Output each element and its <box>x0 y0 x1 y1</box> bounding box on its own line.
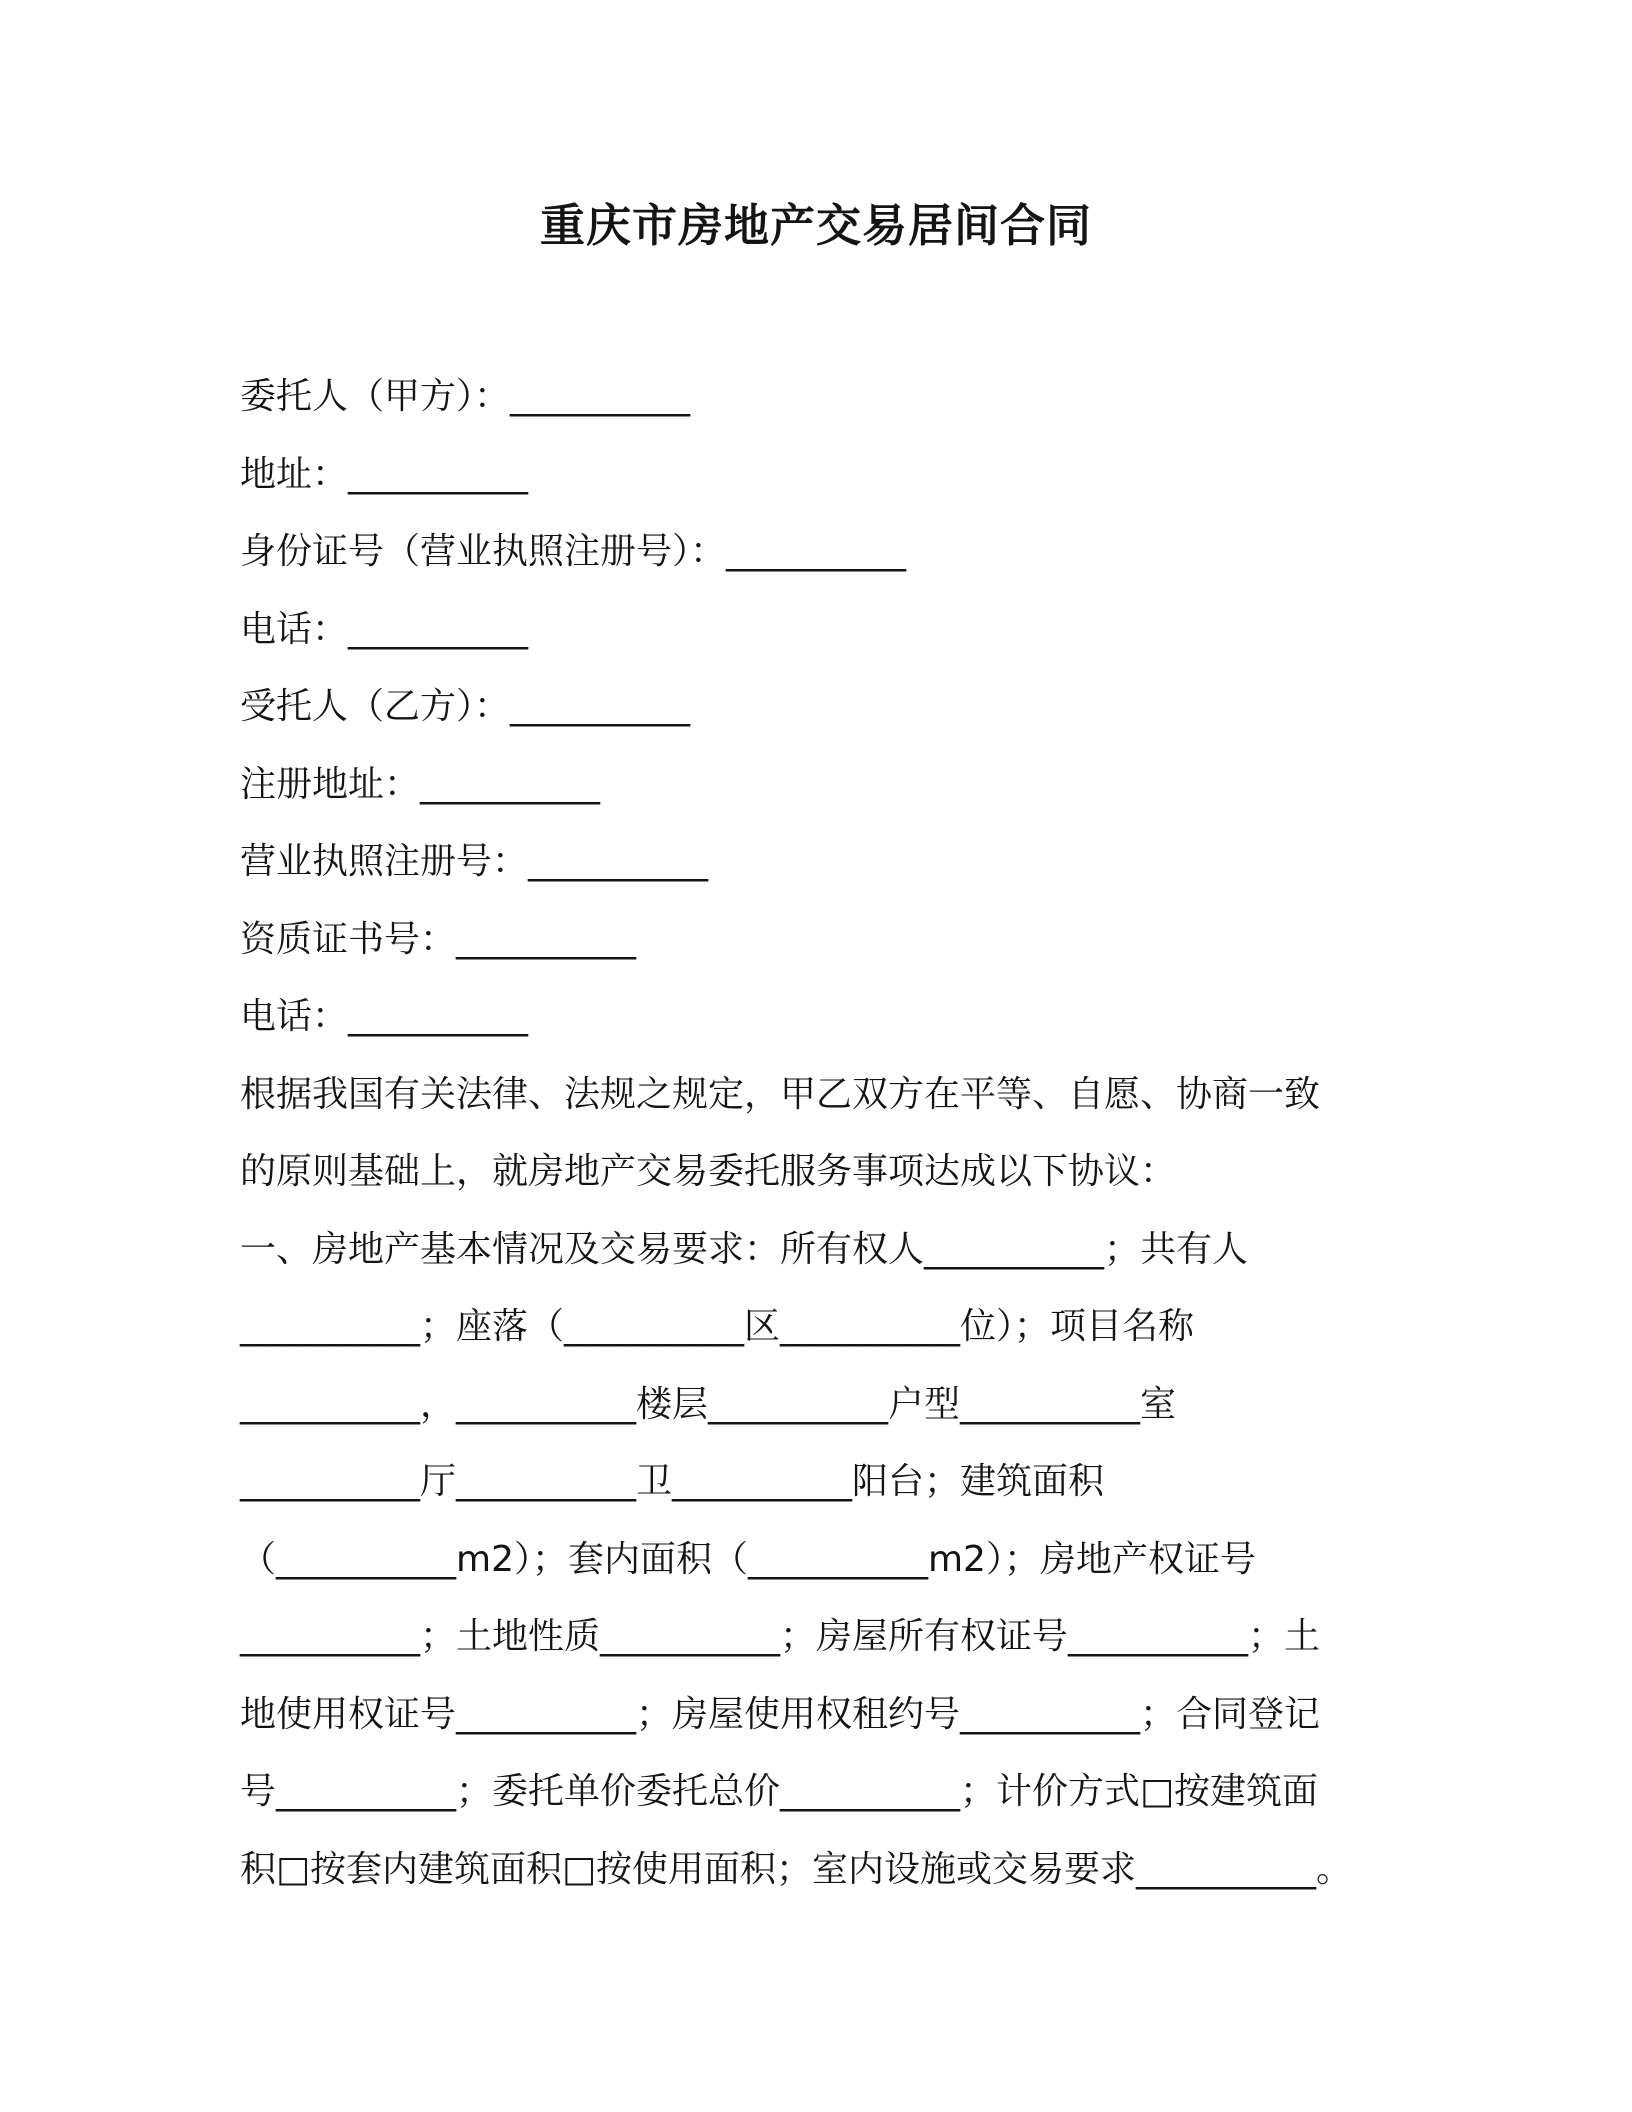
party-a-phone-line: 电话：__________ <box>240 608 529 650</box>
party-b-name-line: 受托人（乙方）：__________ <box>240 686 691 727</box>
preamble-line-2: 的原则基础上，就房地产交易委托服务事项达成以下协议： <box>240 1151 1177 1192</box>
party-a-name-line: 委托人（甲方）：__________ <box>240 376 691 417</box>
clause-1-line-2: __________；座落（__________区__________位）；项目名称 <box>240 1306 1195 1347</box>
clause-1-line-7: 地使用权证号__________；房屋使用权租约号__________；合同登记 <box>240 1693 1321 1735</box>
clause-1-line-6: __________；土地性质__________；房屋所有权证号__________；土 <box>240 1616 1321 1657</box>
preamble-line-1: 根据我国有关法律、法规之规定，甲乙双方在平等、自愿、协商一致 <box>240 1073 1321 1115</box>
clause-1-line-4: __________厅__________卫__________阳台；建筑面积 <box>240 1461 1105 1502</box>
clause-1-line-3: __________，__________楼层__________户型__________室 <box>240 1383 1176 1425</box>
party-b-registered-address-line: 注册地址：__________ <box>240 763 601 805</box>
clause-1-line-5: （__________m2）；套内面积（__________m2）；房地产权证号 <box>240 1538 1256 1580</box>
party-a-address-line: 地址：__________ <box>240 453 529 495</box>
document-body <box>240 358 1420 1908</box>
party-b-qualification-cert-line: 资质证书号：__________ <box>240 918 637 960</box>
clause-1-line-1: 一、房地产基本情况及交易要求：所有权人__________；共有人 <box>240 1228 1249 1270</box>
clause-1-line-9: 积□按套内建筑面积□按使用面积；室内设施或交易要求__________。 <box>240 1848 1353 1890</box>
clause-1-line-8: 号__________；委托单价委托总价__________；计价方式□按建筑面 <box>240 1771 1319 1812</box>
document-title: 重庆市房地产交易居间合同 <box>539 199 1092 252</box>
party-b-business-license-line: 营业执照注册号：__________ <box>240 841 709 882</box>
party-b-phone-line: 电话：__________ <box>240 996 529 1037</box>
party-a-id-number-line: 身份证号（营业执照注册号）：__________ <box>240 531 907 572</box>
